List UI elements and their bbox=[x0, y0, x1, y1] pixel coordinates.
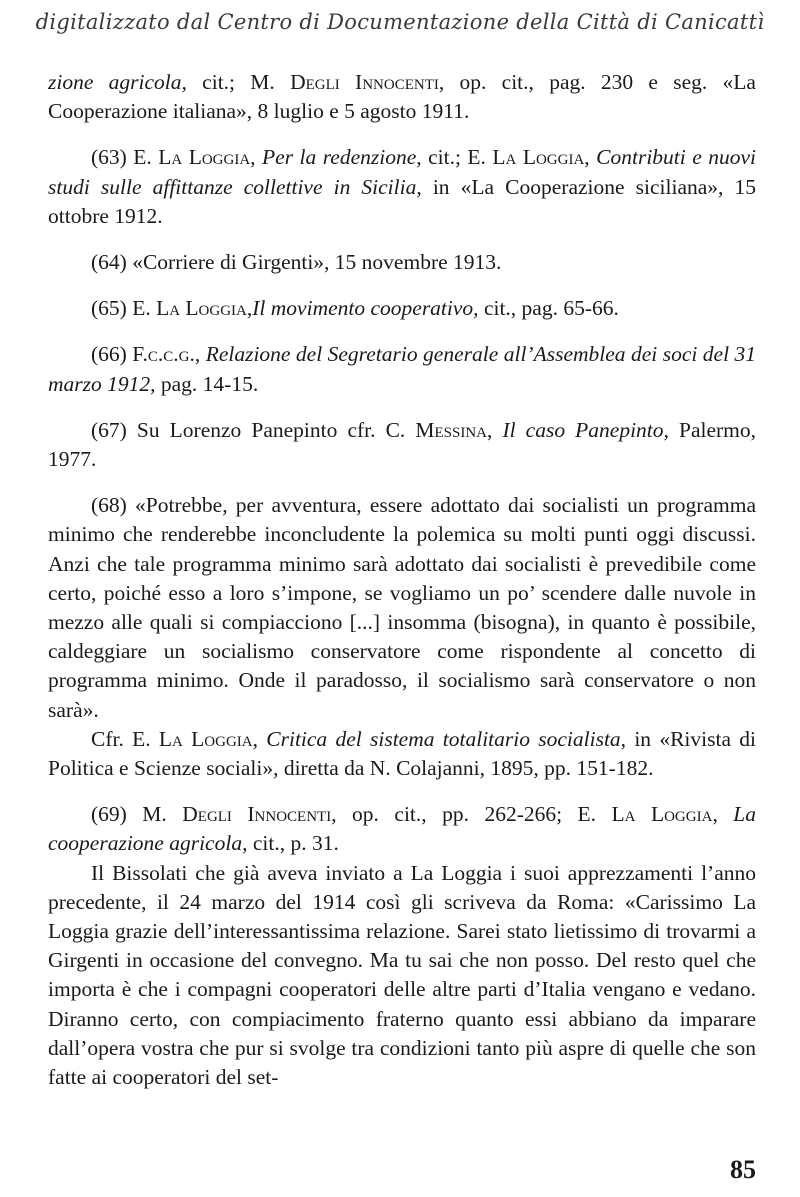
footnote-62-continuation: zione agricola, cit.; M. Degli Innocenti, op. cit., pag. 230 e seg. «La Cooperazione italiana», 8 luglio e 5 agosto 1911. bbox=[48, 70, 756, 124]
footnote-66: (66) F.c.c.g., Relazione del Segretario generale all’Assemblea dei soci del 31 marzo 1912, pag. 14-15. bbox=[48, 342, 756, 396]
footnote-68: (68) «Potrebbe, per avventura, essere adottato dai socialisti un programma minimo che renderebbe inconcludente la polemica su molti punti oggi discussi. Anzi che tale programma minimo sarà adottato dai socialisti è prevedibile come certo, poiché esso a loro s’impone, se vogliamo un po’ scendere dalle nuvole in mezzo alle quali si compiacciono [...] insomma (bisogna), in quanto è possibile, caldeggiare un socialismo conservatore come rispondente al concetto di programma minimo. Onde il paradosso, il socialismo sarà conservatore o non sarà». bbox=[48, 493, 756, 722]
footnote-64: (64) «Corriere di Girgenti», 15 novembre 1913. bbox=[91, 250, 502, 275]
digitization-watermark: digitalizzato dal Centro di Documentazione della Città di Canicattì bbox=[35, 10, 765, 34]
footnote-65: (65) E. La Loggia,Il movimento cooperativo, cit., pag. 65-66. bbox=[91, 296, 619, 321]
footnote-68-reference: Cfr. E. La Loggia, Critica del sistema totalitario socialista, in «Rivista di Politica e Scienze sociali», diretta da N. Colajanni, 1895, pp. 151-182. bbox=[48, 726, 756, 781]
footnote-63: (63) E. La Loggia, Per la redenzione, cit.; E. La Loggia, Contributi e nuovi studi sulle affittanze collettive in Sicilia, in «La Cooperazione siciliana», 15 ottobre 1912. bbox=[48, 145, 756, 228]
footnote-69-continuation: Il Bissolati che già aveva inviato a La Loggia i suoi apprezzamenti l’anno precedente, il 24 marzo del 1914 così gli scriveva da Roma: «Carissimo La Loggia grazie dell’interessantissima relazione. Sarei stato lietissimo di trovarmi a Girgenti in occasione del convegno. Ma tu sai che non posso. Del resto quel che importa è che i compagni cooperatori delle altre parti d’Italia vengano e vedano. Diranno certo, con compiacimento fraterno quanto essi abbiano da imparare dall’opera vostra che pur si svolge tra condizioni tanto più aspre di quelle che son fatte ai cooperatori del set- bbox=[48, 860, 756, 1090]
footnotes-body bbox=[48, 68, 756, 1092]
footnote-69: (69) M. Degli Innocenti, op. cit., pp. 262-266; E. La Loggia, La cooperazione agricola, cit., p. 31. bbox=[48, 802, 756, 856]
footnote-67: (67) Su Lorenzo Panepinto cfr. C. Messina, Il caso Panepinto, Palermo, 1977. bbox=[48, 417, 757, 472]
page-number: 85 bbox=[730, 1155, 756, 1184]
